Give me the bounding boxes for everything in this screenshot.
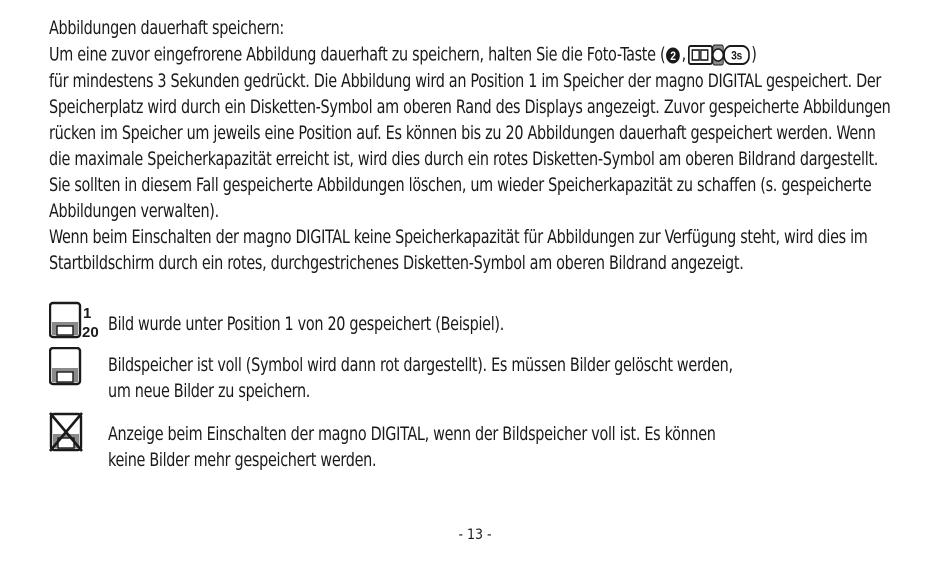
- photo-key-hold-icon: [688, 44, 750, 66]
- intro-line-4: rücken im Speicher um jeweils eine Position auf. Es können bis zu 20 Abbildungen dauerhaft gespeichert werden. Wenn: [49, 122, 876, 144]
- legend-text-1: Bild wurde unter Position 1 von 20 gespeichert (Beispiel).: [108, 314, 504, 335]
- floppy-icon: [49, 347, 89, 387]
- svg-text:20: 20: [82, 324, 99, 341]
- legend-text-2: Bildspeicher ist voll (Symbol wird dann rot dargestellt). Es müssen Bilder gelöscht werden, um neue Bilder zu speichern.: [108, 355, 733, 402]
- intro-line-5: die maximale Speicherkapazität erreicht ist, wird dies durch ein rotes Disketten-Symbol am oberen Bildrand dargestellt.: [49, 148, 879, 170]
- floppy-crossed-icon: [49, 412, 89, 452]
- legend-text-3: Anzeige beim Einschalten der magno DIGITAL, wenn der Bildspeicher voll ist. Es können keine Bilder mehr gespeichert werden.: [108, 424, 716, 471]
- number-2-circle-icon: [665, 47, 680, 64]
- svg-text:1: 1: [83, 305, 92, 322]
- page-number: - 13 -: [458, 527, 492, 543]
- photo-button-reference: 2 , 3s ): [665, 42, 756, 68]
- intro-line-1: Um eine zuvor eingefrorene Abbildung dauerhaft zu speichern, halten Sie die Foto-Taste ( 2 , 3s ): [49, 42, 919, 69]
- floppy-numbered-icon: [49, 301, 99, 341]
- intro-line-3: Speicherplatz wird durch ein Disketten-Symbol am oberen Rand des Displays angezeigt. Zuvor gespeicherte Abbildungen: [49, 96, 891, 118]
- intro-line-8: Wenn beim Einschalten der magno DIGITAL keine Speicherkapazität für Abbildungen zur Verfügung steht, wird dies im: [49, 226, 868, 248]
- intro-line-2: für mindestens 3 Sekunden gedrückt. Die Abbildung wird an Position 1 im Speicher der magno DIGITAL gespeichert. Der: [49, 70, 882, 92]
- svg-text:2: 2: [669, 49, 676, 63]
- intro-line-6: Sie sollten in diesem Fall gespeicherte Abbildungen löschen, um wieder Speicherkapazität zu schaffen (s. gespeicherte: [49, 174, 872, 196]
- instruction-text: [49, 16, 919, 277]
- legend-item-memory-full: [49, 347, 733, 402]
- legend-item-startup-full: [49, 412, 716, 471]
- intro-line-9: Startbildschirm durch ein rotes, durchgestrichenes Disketten-Symbol am oberen Bildrand angezeigt.: [49, 252, 744, 274]
- svg-text:3s: 3s: [730, 49, 742, 63]
- manual-page: [49, 16, 919, 471]
- intro-line-7: Abbildungen verwalten).: [49, 200, 219, 222]
- section-heading: Abbildungen dauerhaft speichern:: [49, 18, 284, 39]
- legend-item-saved-position: [49, 301, 504, 341]
